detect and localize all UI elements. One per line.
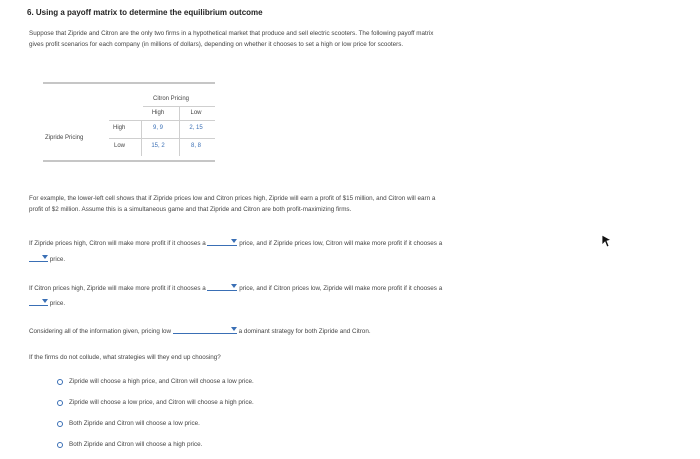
q3-text-2: a dominant strategy for both Zipride and Citron. (238, 328, 371, 335)
question-title: 6. Using a payoff matrix to determine the equilibrium outcome (27, 8, 263, 17)
radio-button-icon[interactable] (57, 400, 63, 406)
q2-text-1: If Citron prices high, Zipride will make more profit if it chooses a (29, 285, 206, 292)
q1-text-2: price, and if Zipride prices low, Citron will make more profit if it chooses a (239, 240, 443, 247)
q2-line-2 (29, 297, 65, 307)
q1-text-3: price. (49, 256, 66, 263)
column-player-label: Citron Pricing (153, 96, 190, 102)
q4-option-3-label: Both Zipride and Citron will choose a low price. (69, 420, 200, 427)
chevron-down-icon (231, 327, 237, 331)
q3-text-1: Considering all of the information given, pricing low (29, 328, 172, 335)
q2-text-3: price. (49, 300, 66, 307)
radio-button-icon[interactable] (57, 379, 63, 385)
q4-option-4[interactable] (57, 441, 202, 448)
q4-option-2[interactable] (57, 399, 254, 406)
q4-option-1-label: Zipride will choose a high price, and Citron will choose a low price. (69, 378, 254, 385)
q2-dropdown-2[interactable] (29, 297, 48, 306)
q3-dropdown[interactable] (173, 325, 237, 334)
q2-dropdown-1[interactable] (207, 282, 237, 291)
q1-text-1: If Zipride prices high, Citron will make more profit if it chooses a (29, 240, 206, 247)
q4-option-2-label: Zipride will choose a low price, and Citron will choose a high price. (69, 399, 254, 406)
payoff-matrix (43, 90, 215, 158)
matrix-divider (109, 120, 215, 121)
q4-option-4-label: Both Zipride and Citron will choose a high price. (69, 441, 203, 448)
q4-prompt: If the firms do not collude, what strategies will they end up choosing? (29, 354, 221, 361)
q1-line-1 (29, 237, 442, 247)
cell-high-high: 9, 9 (152, 125, 163, 131)
q3-line (29, 325, 371, 335)
matrix-top-rule (43, 82, 215, 84)
intro-paragraph (29, 28, 589, 50)
chevron-down-icon (231, 284, 237, 288)
column-header-high: High (151, 110, 165, 116)
q1-line-2 (29, 253, 65, 263)
row-header-high: High (113, 125, 126, 131)
mouse-cursor-icon (600, 234, 614, 248)
q2-line-1 (29, 282, 442, 292)
cell-high-low: 2, 15 (189, 125, 203, 131)
cell-low-high: 15, 2 (151, 143, 165, 149)
matrix-divider (179, 106, 180, 156)
chevron-down-icon (42, 299, 48, 303)
intro-line-2: gives profit scenarios for each company (in millions of dollars), depending on whether it chooses to set a high or low price for scooters. (29, 41, 404, 48)
matrix-bottom-rule (43, 160, 215, 162)
q1-dropdown-1[interactable] (207, 237, 237, 246)
chevron-down-icon (42, 255, 48, 259)
example-paragraph (29, 193, 589, 215)
cell-low-low: 8, 8 (190, 143, 201, 149)
intro-line-1: Suppose that Zipride and Citron are the only two firms in a hypothetical market that produce and sell electric scooters. The following payoff matrix (29, 30, 434, 37)
example-line-2: profit of $2 million. Assume this is a simultaneous game and that Zipride and Citron are both profit-maximizing firms. (29, 206, 352, 213)
q4-option-3[interactable] (57, 420, 200, 427)
q2-text-2: price, and if Citron prices low, Zipride will make more profit if it chooses a (239, 285, 443, 292)
radio-button-icon[interactable] (57, 442, 63, 448)
chevron-down-icon (231, 239, 237, 243)
row-header-low: Low (114, 143, 126, 149)
example-line-1: For example, the lower-left cell shows that if Zipride prices low and Citron prices high, Zipride will earn a profit of $15 million, and Citron will earn a (29, 195, 436, 202)
matrix-divider (109, 138, 215, 139)
q4-option-1[interactable] (57, 378, 254, 385)
row-player-label: Zipride Pricing (45, 135, 84, 141)
column-header-low: Low (190, 110, 202, 116)
radio-button-icon[interactable] (57, 421, 63, 427)
q1-dropdown-2[interactable] (29, 253, 48, 262)
